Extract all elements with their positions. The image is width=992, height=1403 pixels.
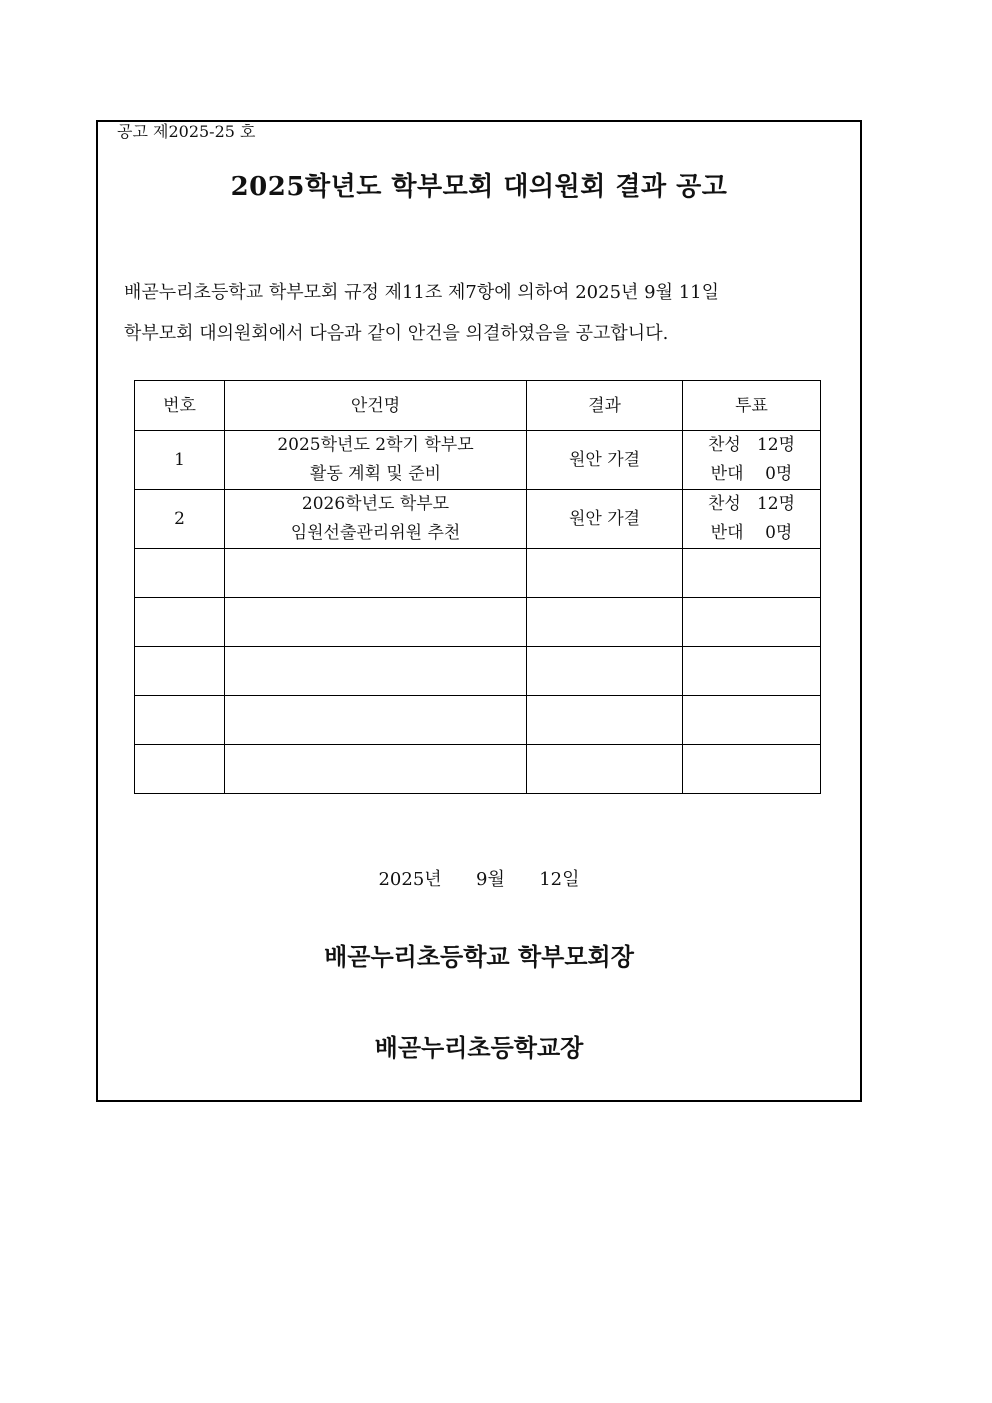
empty-cell	[135, 696, 225, 745]
empty-cell	[527, 696, 683, 745]
row-no: 2	[135, 490, 225, 549]
empty-cell	[683, 549, 821, 598]
empty-cell	[683, 598, 821, 647]
table-row	[135, 431, 821, 490]
vote-for: 찬성 12명	[707, 494, 796, 514]
empty-cell	[527, 745, 683, 794]
table-header-row	[135, 381, 821, 431]
row-no: 1	[135, 431, 225, 490]
header-item: 안건명	[225, 381, 527, 431]
vote-for: 찬성 12명	[707, 435, 796, 455]
empty-cell	[683, 745, 821, 794]
empty-cell	[527, 549, 683, 598]
notice-body-line-1: 배곧누리초등학교 학부모회 규정 제11조 제7항에 의하여 2025년 9월 11일	[124, 282, 719, 303]
agenda-table	[134, 380, 821, 794]
row-item	[225, 490, 527, 549]
notice-date	[96, 868, 862, 892]
header-result: 결과	[527, 381, 683, 431]
notice-number: 공고 제2025-25 호	[117, 122, 256, 141]
signature-principal: 배곧누리초등학교장	[374, 1033, 584, 1062]
empty-cell	[225, 696, 527, 745]
table-row	[135, 490, 821, 549]
table-row-empty	[135, 647, 821, 696]
date-month: 9월	[476, 869, 505, 890]
empty-cell	[683, 647, 821, 696]
row-result: 원안 가결	[527, 431, 683, 490]
row-item-line-2: 임원선출관리위원 추천	[290, 523, 461, 543]
header-no: 번호	[135, 381, 225, 431]
empty-cell	[225, 598, 527, 647]
empty-cell	[225, 647, 527, 696]
row-item-line-2: 활동 계획 및 준비	[309, 464, 442, 484]
empty-cell	[527, 598, 683, 647]
table-row-empty	[135, 696, 821, 745]
empty-cell	[683, 696, 821, 745]
row-item-line-1: 2025학년도 2학기 학부모	[277, 435, 474, 455]
empty-cell	[135, 598, 225, 647]
notice-title: 2025학년도 학부모회 대의원회 결과 공고	[230, 172, 728, 202]
row-vote	[683, 431, 821, 490]
table-row-empty	[135, 549, 821, 598]
empty-cell	[135, 647, 225, 696]
row-item-line-1: 2026학년도 학부모	[301, 494, 450, 514]
row-item	[225, 431, 527, 490]
row-result: 원안 가결	[527, 490, 683, 549]
signature-council-head: 배곧누리초등학교 학부모회장	[324, 942, 634, 971]
header-vote: 투표	[683, 381, 821, 431]
empty-cell	[135, 549, 225, 598]
row-vote	[683, 490, 821, 549]
empty-cell	[527, 647, 683, 696]
vote-against: 반대 0명	[710, 523, 793, 543]
date-year: 2025년	[378, 869, 442, 890]
notice-body-line-2: 학부모회 대의원회에서 다음과 같이 안건을 의결하였음을 공고합니다.	[124, 323, 669, 344]
table-row-empty	[135, 598, 821, 647]
table-row-empty	[135, 745, 821, 794]
empty-cell	[225, 745, 527, 794]
empty-cell	[135, 745, 225, 794]
date-day: 12일	[539, 869, 580, 890]
empty-cell	[225, 549, 527, 598]
vote-against: 반대 0명	[710, 464, 793, 484]
